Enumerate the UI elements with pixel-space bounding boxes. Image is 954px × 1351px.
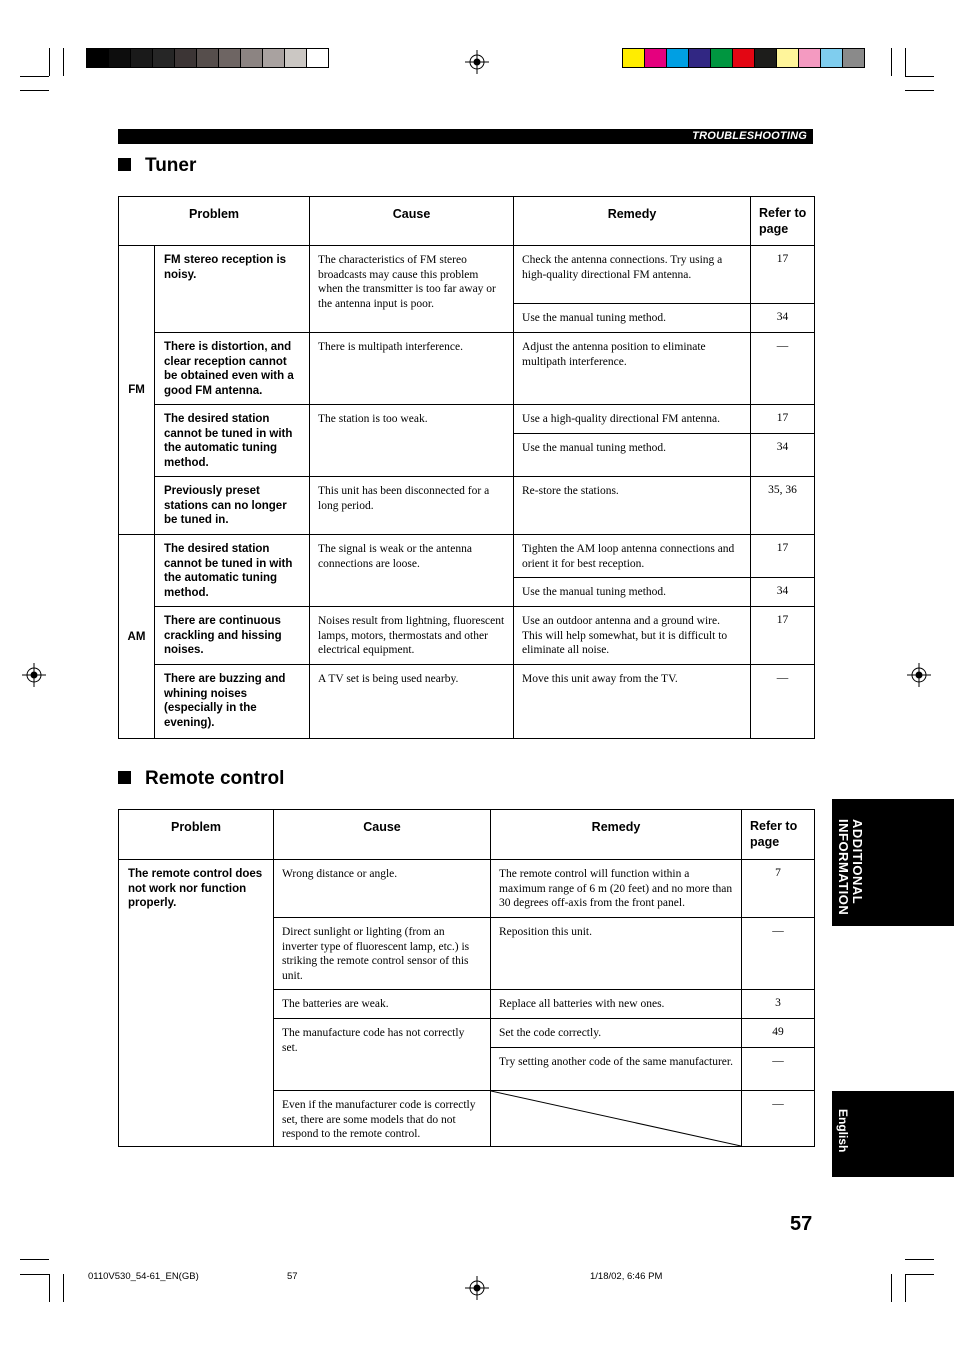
page-ref-cell: 7 — [742, 860, 815, 918]
table-header-row — [119, 197, 815, 246]
page-ref-cell: 34 — [751, 434, 815, 477]
problem-cell: FM stereo reception is noisy. — [155, 246, 310, 333]
page-ref-cell: — — [751, 333, 815, 405]
cause-cell: This unit has been disconnected for a long period. — [310, 477, 514, 535]
column-header-refer: Refer to page — [742, 810, 815, 860]
table-row — [119, 477, 815, 535]
remedy-cell: Use the manual tuning method. — [514, 434, 751, 477]
page-ref-cell: 49 — [742, 1019, 815, 1048]
remedy-cell: Reposition this unit. — [491, 918, 742, 990]
problem-cell: The desired station cannot be tuned in with the automatic tuning method. — [155, 535, 310, 607]
color-swatch — [240, 48, 263, 68]
column-header-remedy: Remedy — [491, 810, 742, 860]
column-header-remedy: Remedy — [514, 197, 751, 246]
remedy-cell: Use a high-quality directional FM antenna. — [514, 405, 751, 434]
table-row — [119, 860, 815, 918]
cause-cell: The batteries are weak. — [274, 990, 491, 1019]
remedy-cell: The remote control will function within a maximum range of 6 m (20 feet) and no more than 30 degrees off-axis from the front panel. — [491, 860, 742, 918]
color-swatch — [262, 48, 285, 68]
problem-cell: There are buzzing and whining noises (especially in the evening). — [155, 665, 310, 739]
remedy-cell: Use the manual tuning method. — [514, 578, 751, 607]
cause-cell: A TV set is being used nearby. — [310, 665, 514, 739]
color-swatch — [666, 48, 689, 68]
color-swatch — [108, 48, 131, 68]
table-row — [119, 607, 815, 665]
tuner-title: Tuner — [145, 155, 197, 176]
column-header-cause: Cause — [310, 197, 514, 246]
remedy-cell: Try setting another code of the same manufacturer. — [491, 1048, 742, 1091]
remedy-cell-empty — [491, 1091, 742, 1147]
color-swatch — [196, 48, 219, 68]
remote-control-troubleshooting-table — [118, 809, 815, 1147]
remedy-cell: Move this unit away from the TV. — [514, 665, 751, 739]
footer-file-name: 0110V530_54-61_EN(GB) — [88, 1271, 199, 1282]
registration-mark-icon — [465, 1276, 489, 1300]
problem-cell: Previously preset stations can no longer be tuned in. — [155, 477, 310, 535]
remedy-cell: Re-store the stations. — [514, 477, 751, 535]
footer-date: 1/18/02, 6:46 PM — [590, 1271, 663, 1282]
registration-mark-icon — [465, 50, 489, 74]
page-ref-cell: 17 — [751, 535, 815, 578]
page-number: 57 — [790, 1213, 813, 1235]
cause-cell: Even if the manufacturer code is correctly set, there are some models that do not respond to the remote control. — [274, 1091, 491, 1147]
column-header-problem: Problem — [119, 197, 310, 246]
color-swatch — [622, 48, 645, 68]
diagonal-strike-icon — [491, 1091, 741, 1146]
color-swatch — [130, 48, 153, 68]
column-header-refer: Refer to page — [751, 197, 815, 246]
table-row — [119, 405, 815, 434]
table-row — [119, 246, 815, 304]
color-swatch — [306, 48, 329, 68]
cause-cell: The manufacture code has not correctly set. — [274, 1019, 491, 1091]
page-ref-cell: 17 — [751, 405, 815, 434]
cause-cell: The characteristics of FM stereo broadcasts may cause this problem when the transmitter is too far away or the antenna input is poor. — [310, 246, 514, 333]
page-ref-cell: 3 — [742, 990, 815, 1019]
page-ref-cell: 17 — [751, 246, 815, 304]
cause-cell: The signal is weak or the antenna connections are loose. — [310, 535, 514, 607]
color-swatch — [174, 48, 197, 68]
cause-cell: There is multipath interference. — [310, 333, 514, 405]
cause-cell: Wrong distance or angle. — [274, 860, 491, 918]
remote-control-heading — [118, 768, 284, 790]
registration-mark-icon — [907, 663, 931, 687]
remedy-cell: Check the antenna connections. Try using a high-quality directional FM antenna. — [514, 246, 751, 304]
color-swatch — [820, 48, 843, 68]
remedy-cell: Set the code correctly. — [491, 1019, 742, 1048]
page-ref-cell: — — [751, 665, 815, 739]
problem-cell: There is distortion, and clear reception cannot be obtained even with a good FM antenna. — [155, 333, 310, 405]
tuner-troubleshooting-table — [118, 196, 815, 535]
additional-information-label: ADDITIONAL INFORMATION — [836, 819, 865, 916]
color-swatch — [644, 48, 667, 68]
color-swatch — [710, 48, 733, 68]
band-label-am: AM — [119, 535, 155, 739]
color-swatch — [284, 48, 307, 68]
table-row — [119, 665, 815, 739]
section-header-bar — [118, 129, 813, 144]
color-swatch — [754, 48, 777, 68]
square-bullet-icon — [118, 771, 131, 784]
page-ref-cell: 34 — [751, 578, 815, 607]
remedy-cell: Replace all batteries with new ones. — [491, 990, 742, 1019]
page-ref-cell: — — [742, 918, 815, 990]
band-label-fm: FM — [119, 246, 155, 535]
color-swatch — [798, 48, 821, 68]
color-swatch — [86, 48, 109, 68]
color-swatch — [842, 48, 865, 68]
page-ref-cell: — — [742, 1091, 815, 1147]
problem-cell: There are continuous crackling and hissing noises. — [155, 607, 310, 665]
footer-page: 57 — [287, 1271, 298, 1282]
remedy-cell: Adjust the antenna position to eliminate multipath interference. — [514, 333, 751, 405]
color-swatch — [152, 48, 175, 68]
cause-cell: The station is too weak. — [310, 405, 514, 477]
column-header-problem: Problem — [119, 810, 274, 860]
square-bullet-icon — [118, 158, 131, 171]
page-ref-cell: 17 — [751, 607, 815, 665]
problem-cell: The desired station cannot be tuned in with the automatic tuning method. — [155, 405, 310, 477]
remedy-cell: Use the manual tuning method. — [514, 304, 751, 333]
color-swatch — [732, 48, 755, 68]
page-ref-cell: — — [742, 1048, 815, 1091]
tuner-am-table — [118, 534, 815, 739]
color-swatch — [776, 48, 799, 68]
table-row — [119, 333, 815, 405]
cause-cell: Direct sunlight or lighting (from an inverter type of fluorescent lamp, etc.) is striking the remote control sensor of this unit. — [274, 918, 491, 990]
section-header-label: TROUBLESHOOTING — [692, 130, 807, 142]
tuner-heading — [118, 155, 196, 177]
remedy-cell: Use an outdoor antenna and a ground wire. This will help somewhat, but it is difficult to eliminate all noise. — [514, 607, 751, 665]
cause-cell: Noises result from lightning, fluorescent lamps, motors, thermostats and other electrical equipment. — [310, 607, 514, 665]
language-label: English — [836, 1109, 850, 1153]
problem-cell: The remote control does not work nor function properly. — [119, 860, 274, 1147]
table-row — [119, 535, 815, 578]
color-swatch — [688, 48, 711, 68]
remedy-cell: Tighten the AM loop antenna connections and orient it for best reception. — [514, 535, 751, 578]
table-header-row — [119, 810, 815, 860]
color-swatch — [218, 48, 241, 68]
additional-information-tab[interactable] — [832, 799, 954, 926]
page-ref-cell: 35, 36 — [751, 477, 815, 535]
registration-mark-icon — [22, 663, 46, 687]
language-tab[interactable] — [832, 1091, 954, 1177]
column-header-cause: Cause — [274, 810, 491, 860]
remote-control-title: Remote control — [145, 768, 285, 789]
page-ref-cell: 34 — [751, 304, 815, 333]
